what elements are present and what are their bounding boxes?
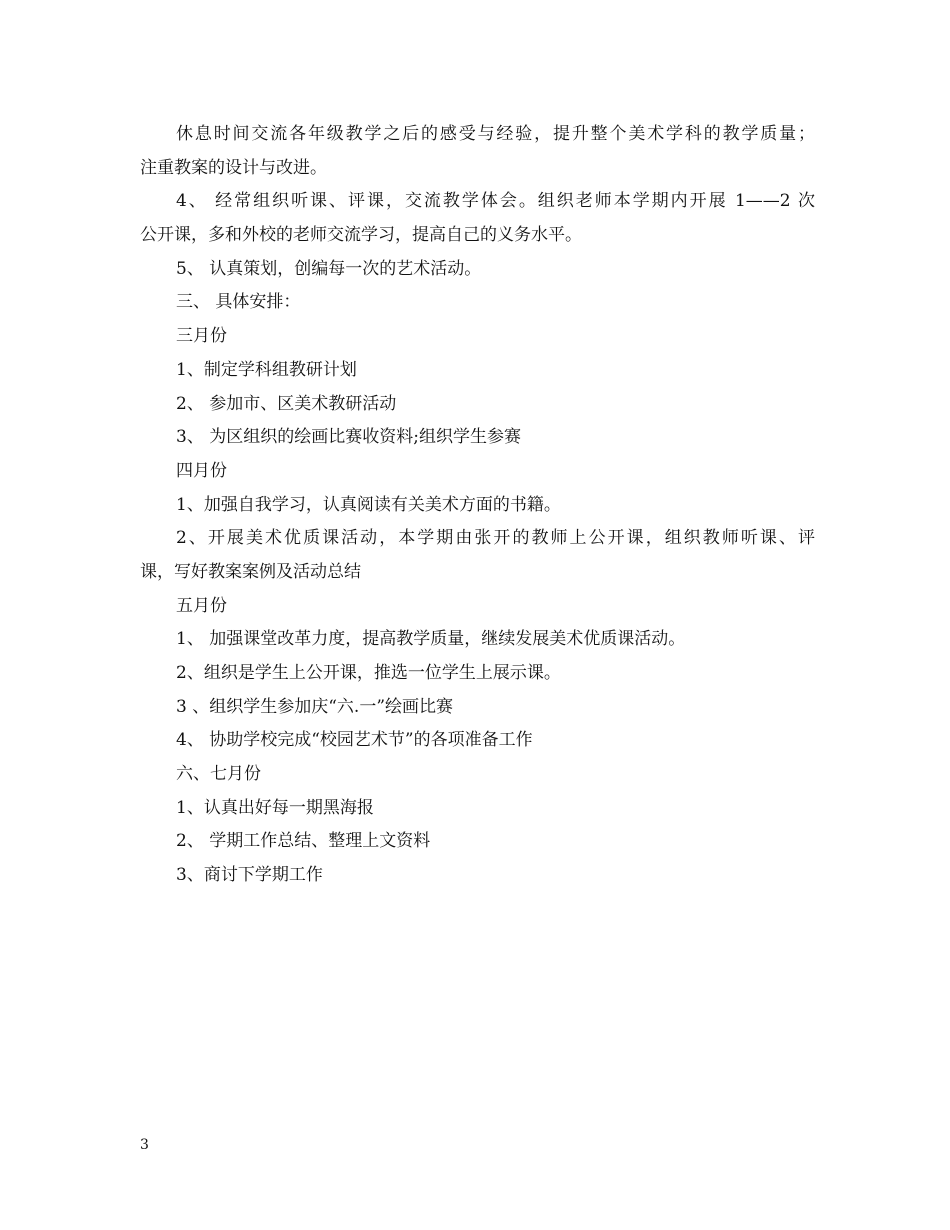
paragraph-line: 注重教案的设计与改进。 xyxy=(140,157,327,178)
section-heading: 三、 具体安排： xyxy=(176,292,301,313)
list-item: 2、组织是学生上公开课，推选一位学生上展示课。 xyxy=(176,663,561,683)
list-item: 2、开展美术优质课活动，本学期由张开的教师上公开课，组织教师听课、评 xyxy=(176,528,815,549)
list-item: 1、 加强课堂改革力度，提高教学质量，继续发展美术优质课活动。 xyxy=(176,629,686,650)
page-number: 3 xyxy=(140,1137,149,1153)
month-heading: 三月份 xyxy=(176,326,227,347)
list-item: 3、 为区组织的绘画比赛收资料;组织学生参赛 xyxy=(176,427,521,448)
list-item: 2、 参加市、区美术教研活动 xyxy=(176,393,397,414)
document-body xyxy=(140,118,815,893)
list-item: 3 、组织学生参加庆“六.一”绘画比赛 xyxy=(176,696,454,717)
list-item: 1、制定学科组教研计划 xyxy=(176,359,357,380)
month-heading: 五月份 xyxy=(176,595,227,616)
paragraph-line: 休息时间交流各年级教学之后的感受与经验，提升整个美术学科的教学质量； xyxy=(176,124,815,144)
paragraph-line: 公开课，多和外校的老师交流学习，提高自己的义务水平。 xyxy=(140,225,582,246)
list-item: 1、认真出好每一期黑海报 xyxy=(176,797,374,818)
list-item: 2、 学期工作总结、整理上文资料 xyxy=(176,831,431,852)
paragraph-line: 4、 经常组织听课、评课，交流教学体会。组织老师本学期内开展 1——2 次 xyxy=(176,191,815,212)
list-item: 4、 协助学校完成“校园艺术节”的各项准备工作 xyxy=(176,730,533,751)
list-item: 3、商讨下学期工作 xyxy=(176,865,323,886)
month-heading: 四月份 xyxy=(176,460,227,481)
month-heading: 六、七月份 xyxy=(176,764,261,785)
paragraph-line: 5、 认真策划，创编每一次的艺术活动。 xyxy=(176,258,482,279)
list-item-continuation: 课，写好教案案例及活动总结 xyxy=(140,561,361,582)
list-item: 1、加强自我学习，认真阅读有关美术方面的书籍。 xyxy=(176,494,561,515)
